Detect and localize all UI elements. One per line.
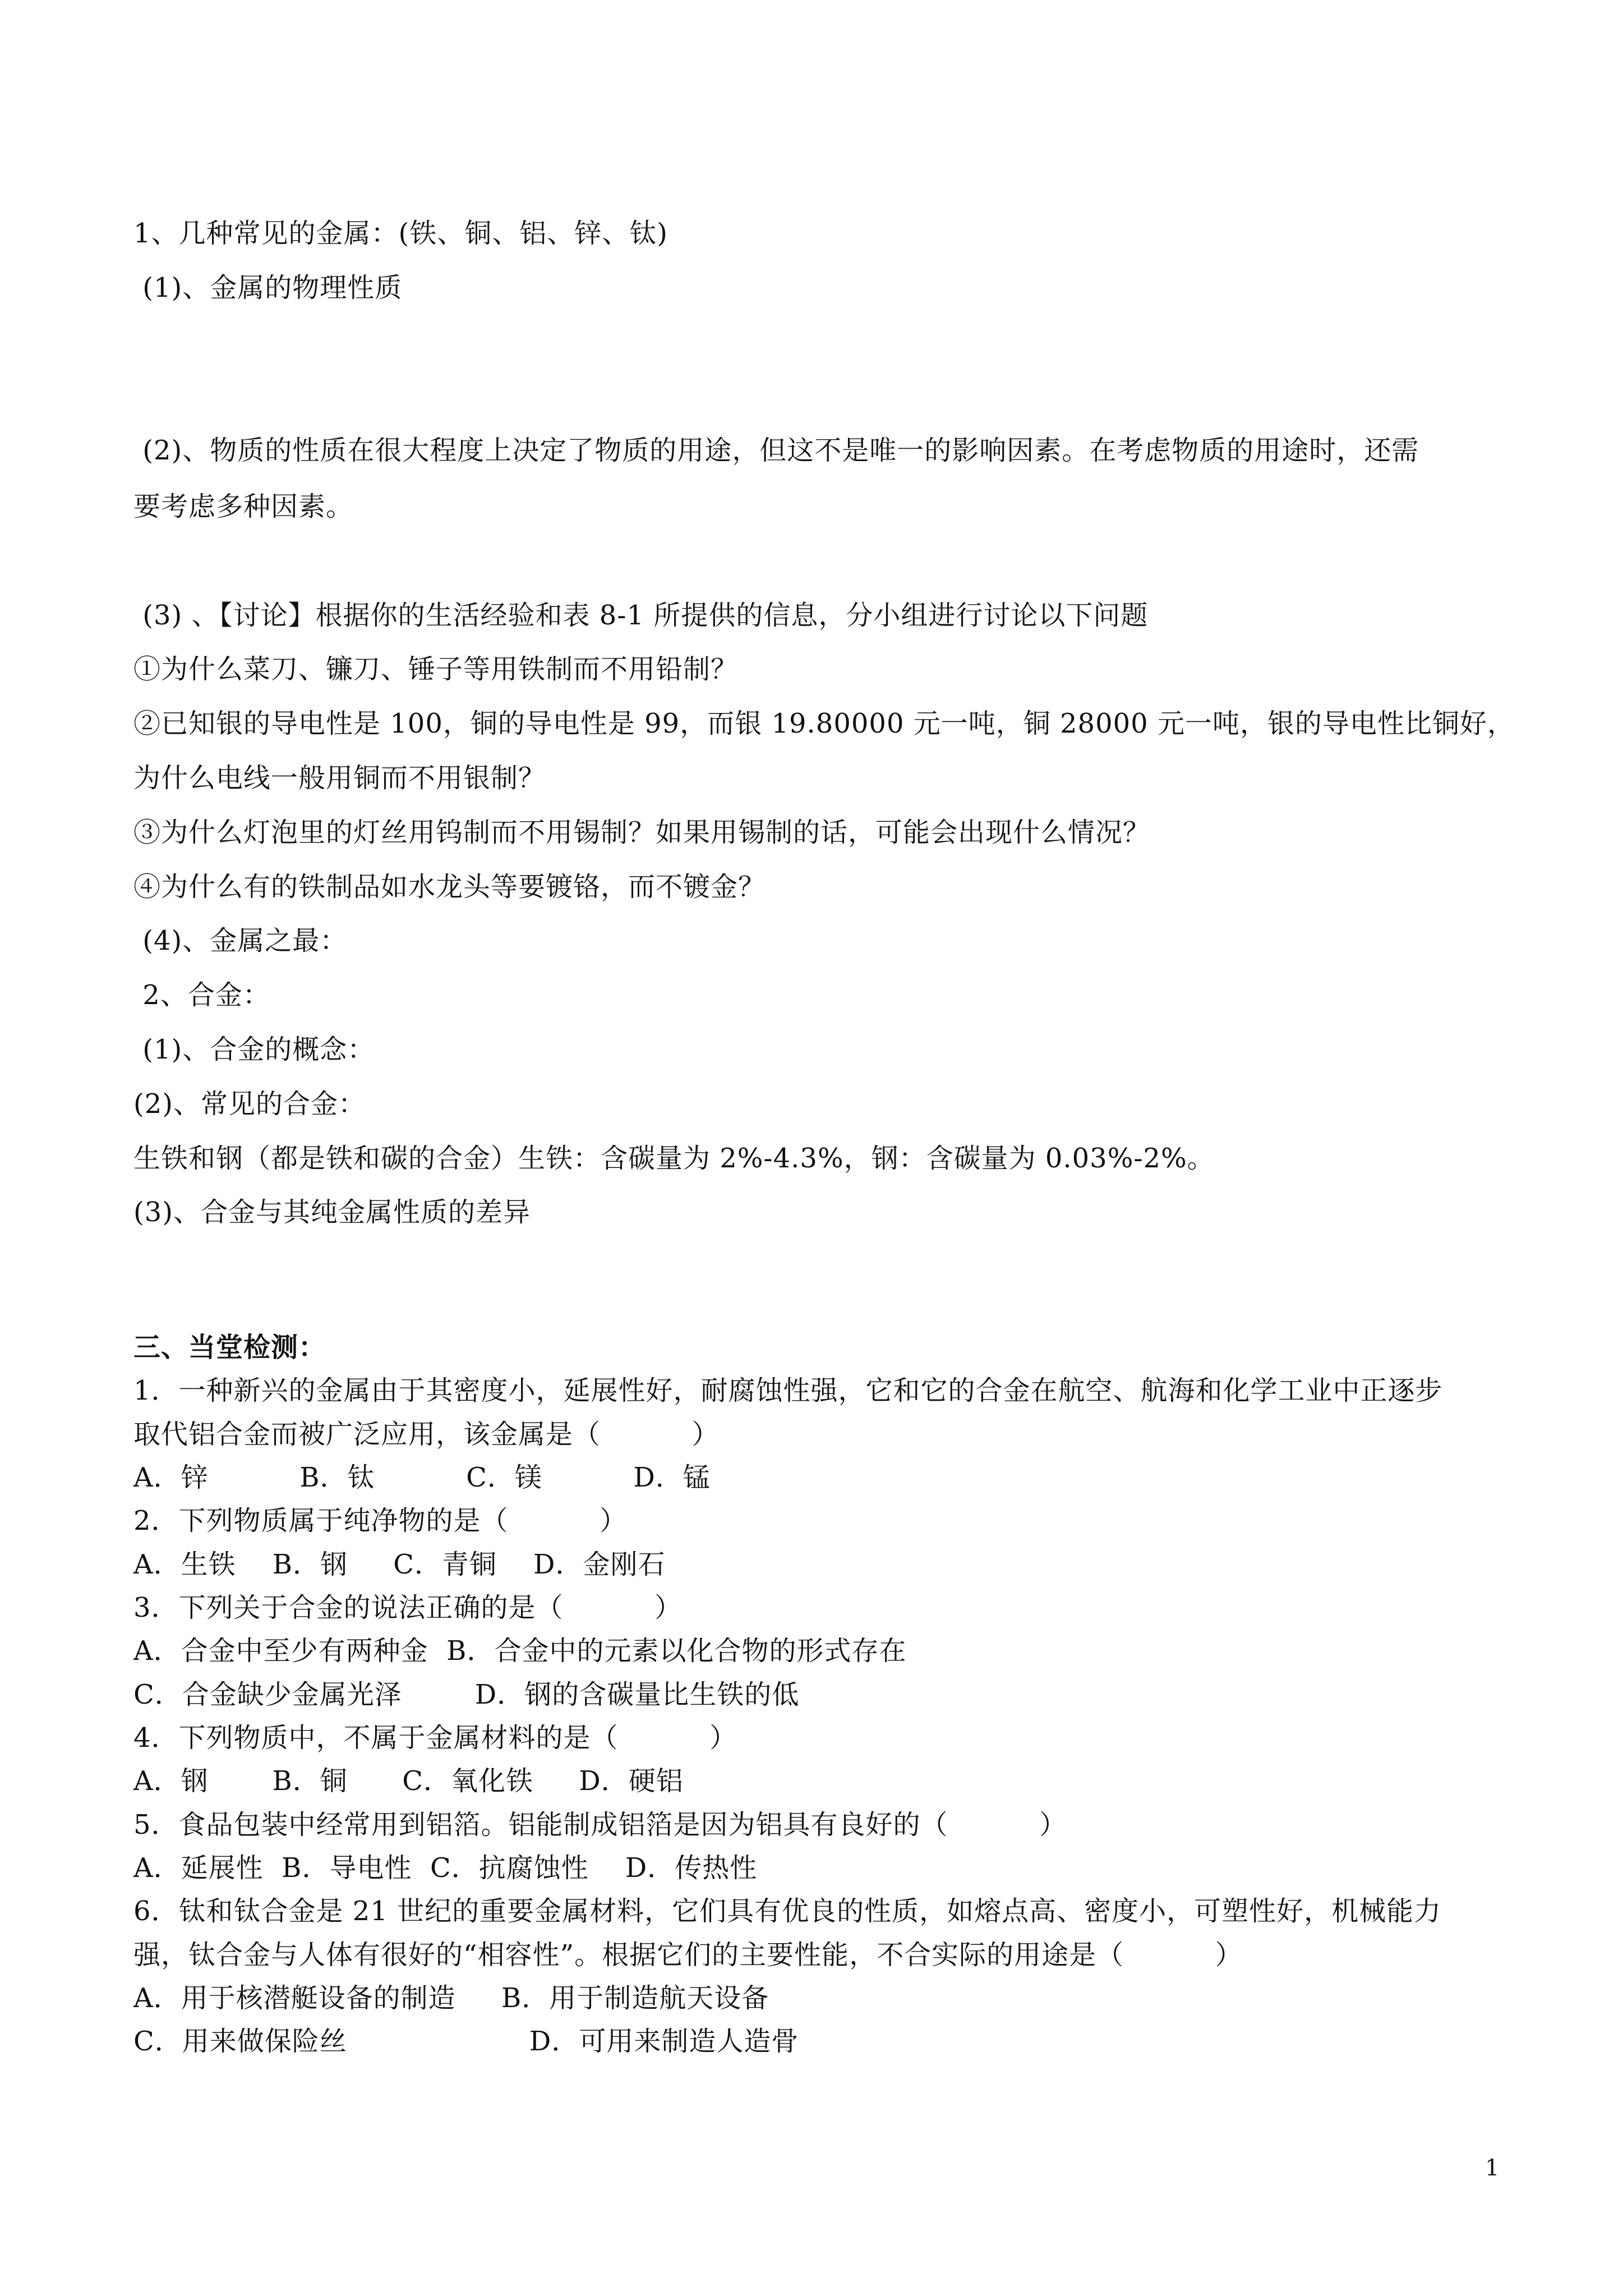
quiz-question-1-options: A．锌 B．钛 C．镁 D．锰	[133, 1462, 711, 1493]
discussion-question-4: ④为什么有的铁制品如水龙头等要镀铬，而不镀金？	[133, 871, 766, 903]
quiz-question-4-options: A．钢 B．铜 C．氧化铁 D．硬铝	[133, 1765, 684, 1797]
quiz-question-4: 4．下列物质中，不属于金属材料的是（ ）	[133, 1722, 737, 1754]
quiz-question-3-options-cd: C．合金缺少金属光泽 D．钢的含碳量比生铁的低	[133, 1679, 800, 1710]
subsection-3-discussion: (3) 、【讨论】根据你的生活经验和表 8-1 所提供的信息，分小组进行讨论以下问题	[133, 600, 1149, 631]
quiz-question-1-line-1: 1．一种新兴的金属由于其密度小，延展性好，耐腐蚀性强，它和它的合金在航空、航海和化学工业中正逐步	[133, 1375, 1443, 1406]
alloy-concept: (1)、合金的概念：	[133, 1034, 375, 1065]
alloy-vs-pure-metal: (3)、合金与其纯金属性质的差异	[133, 1197, 531, 1228]
discussion-question-1: ①为什么菜刀、镰刀、锤子等用铁制而不用铅制？	[133, 654, 739, 685]
quiz-question-1-line-2: 取代铝合金而被广泛应用，该金属是（ ）	[133, 1419, 720, 1450]
section-3-quiz-heading: 三、当堂检测：	[133, 1332, 326, 1363]
subsection-4-metal-records: (4)、金属之最：	[133, 925, 348, 956]
subsection-2-text-line-2: 要考虑多种因素。	[133, 491, 354, 522]
quiz-question-5: 5．食品包装中经常用到铝箔。铝能制成铝箔是因为铝具有良好的（ ）	[133, 1809, 1067, 1841]
subsection-2-text-line-1: (2)、物质的性质在很大程度上决定了物质的用途，但这不是唯一的影响因素。在考虑物质的用途时，还需	[133, 435, 1419, 466]
quiz-question-2: 2．下列物质属于纯净物的是（ ）	[133, 1505, 628, 1536]
quiz-question-6-line-2: 强，钛合金与人体有很好的“相容性”。根据它们的主要性能，不合实际的用途是（ ）	[133, 1939, 1243, 1971]
page-number: 1	[1485, 2155, 1500, 2181]
quiz-question-5-options: A．延展性 B．导电性 C．抗腐蚀性 D．传热性	[133, 1852, 758, 1884]
quiz-question-3-options-ab: A．合金中至少有两种金 B．合金中的元素以化合物的形式存在	[133, 1635, 907, 1667]
quiz-question-6-line-1: 6．钛和钛合金是 21 世纪的重要金属材料，它们具有优良的性质，如熔点高、密度小，可塑性好，机械能力	[133, 1895, 1442, 1927]
section-1-heading: 1、几种常见的金属：(铁、铜、铝、锌、钛)	[133, 218, 668, 249]
quiz-question-6-options-cd: C．用来做保险丝 D．可用来制造人造骨	[133, 2026, 799, 2057]
discussion-question-2-line-2: 为什么电线一般用铜而不用银制？	[133, 762, 546, 794]
discussion-question-2-line-1: ②已知银的导电性是 100，铜的导电性是 99，而银 19.80000 元一吨，铜 28000 元一吨，银的导电性比铜好，	[133, 708, 1515, 739]
subsection-1-physical-properties: (1)、金属的物理性质	[133, 272, 403, 303]
quiz-question-3: 3．下列关于合金的说法正确的是（ ）	[133, 1592, 683, 1623]
common-alloys: (2)、常见的合金：	[133, 1088, 366, 1120]
discussion-question-3: ③为什么灯泡里的灯丝用钨制而不用锡制？如果用锡制的话，可能会出现什么情况？	[133, 817, 1151, 848]
quiz-question-2-options: A．生铁 B．钢 C．青铜 D．金刚石	[133, 1549, 666, 1580]
section-2-alloy-heading: 2、合金：	[133, 979, 270, 1011]
iron-steel-carbon-content: 生铁和钢（都是铁和碳的合金）生铁：含碳量为 2%-4.3%，钢：含碳量为 0.03%-2%。	[133, 1143, 1215, 1174]
quiz-question-6-options-ab: A．用于核潜艇设备的制造 B．用于制造航天设备	[133, 1982, 769, 2014]
